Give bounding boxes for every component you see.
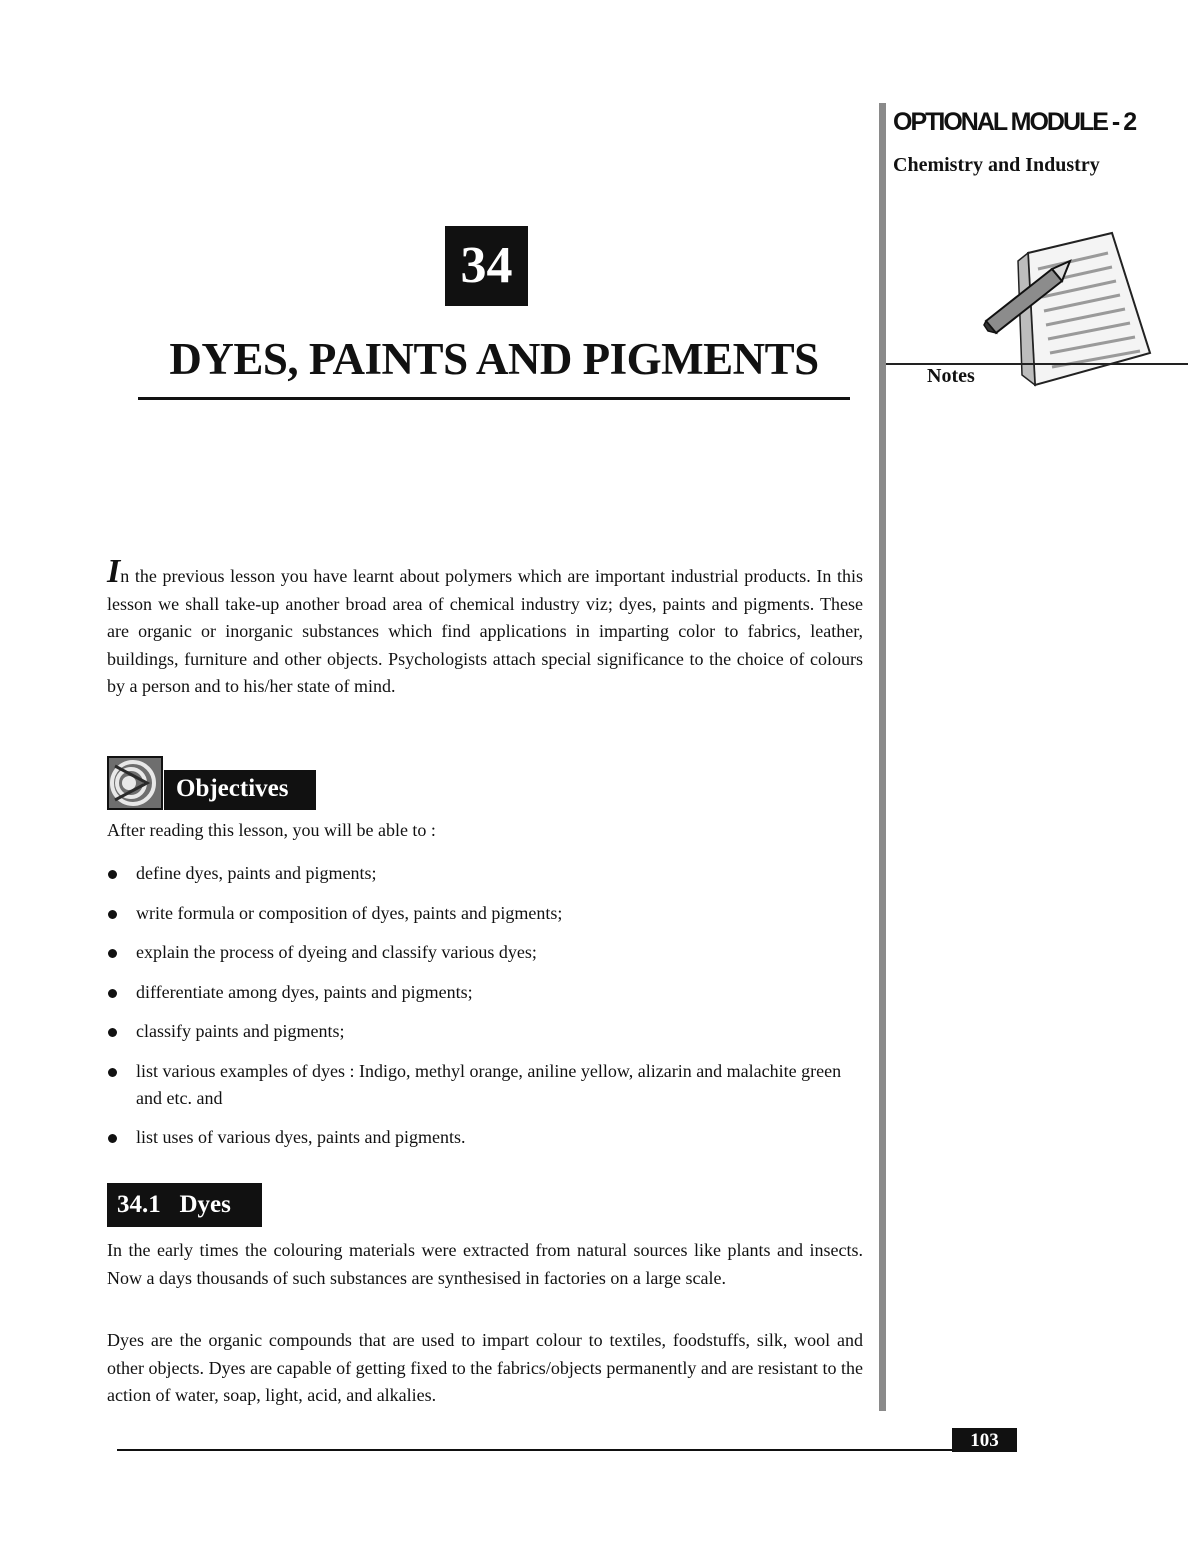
intro-text: n the previous lesson you have learnt about polymers which are important industrial products. In this lesson we shall take-up another broad area of chemical industry viz; dyes, paints and pigments. These are organic or inorganic substances which find applications in imparting color to fabrics, leather, buildings, furniture and other objects. Psychologists attach special significance to the choice of colours by a person and to his/her state of mind.: [107, 566, 863, 697]
footer-rule: [117, 1449, 1017, 1451]
list-item: list various examples of dyes : Indigo, methyl orange, aniline yellow, alizarin and malachite green and etc. and: [107, 1058, 863, 1112]
list-item: classify paints and pigments;: [107, 1018, 863, 1045]
list-item: define dyes, paints and pigments;: [107, 860, 863, 887]
list-item: explain the process of dyeing and classify various dyes;: [107, 939, 863, 966]
drop-cap: I: [107, 553, 121, 590]
section-heading: 34.1 Dyes: [107, 1183, 262, 1227]
module-title: OPTIONAL MODULE - 2: [893, 108, 1136, 136]
notepad-pencil-icon: [980, 225, 1155, 390]
list-item: list uses of various dyes, paints and pigments.: [107, 1124, 863, 1151]
intro-paragraph: [107, 553, 863, 701]
section-paragraph: In the early times the colouring materials were extracted from natural sources like plants and insects. Now a days thousands of such substances are synthesised in factories on a large scale.: [107, 1240, 863, 1288]
notes-label: Notes: [927, 365, 975, 387]
list-item: write formula or composition of dyes, paints and pigments;: [107, 900, 863, 927]
module-subtitle: Chemistry and Industry: [893, 154, 1100, 176]
objectives-target-icon: [107, 756, 163, 810]
margin-divider: [879, 103, 886, 1411]
title-underline: [138, 397, 850, 400]
chapter-number-badge: 34: [445, 226, 528, 306]
section-paragraph: Dyes are the organic compounds that are used to impart colour to textiles, foodstuffs, silk, wool and other objects. Dyes are capable of getting fixed to the fabrics/objects permanently and are resistant to the action of water, soap, light, acid, and alkalies.: [107, 1330, 863, 1406]
list-item: differentiate among dyes, paints and pigments;: [107, 979, 863, 1006]
objectives-lead: After reading this lesson, you will be able to :: [107, 820, 436, 840]
page-number: 103: [952, 1428, 1017, 1452]
objectives-list: [107, 860, 863, 1164]
objectives-heading: Objectives: [164, 770, 316, 810]
chapter-title: DYES, PAINTS AND PIGMENTS: [169, 334, 819, 384]
